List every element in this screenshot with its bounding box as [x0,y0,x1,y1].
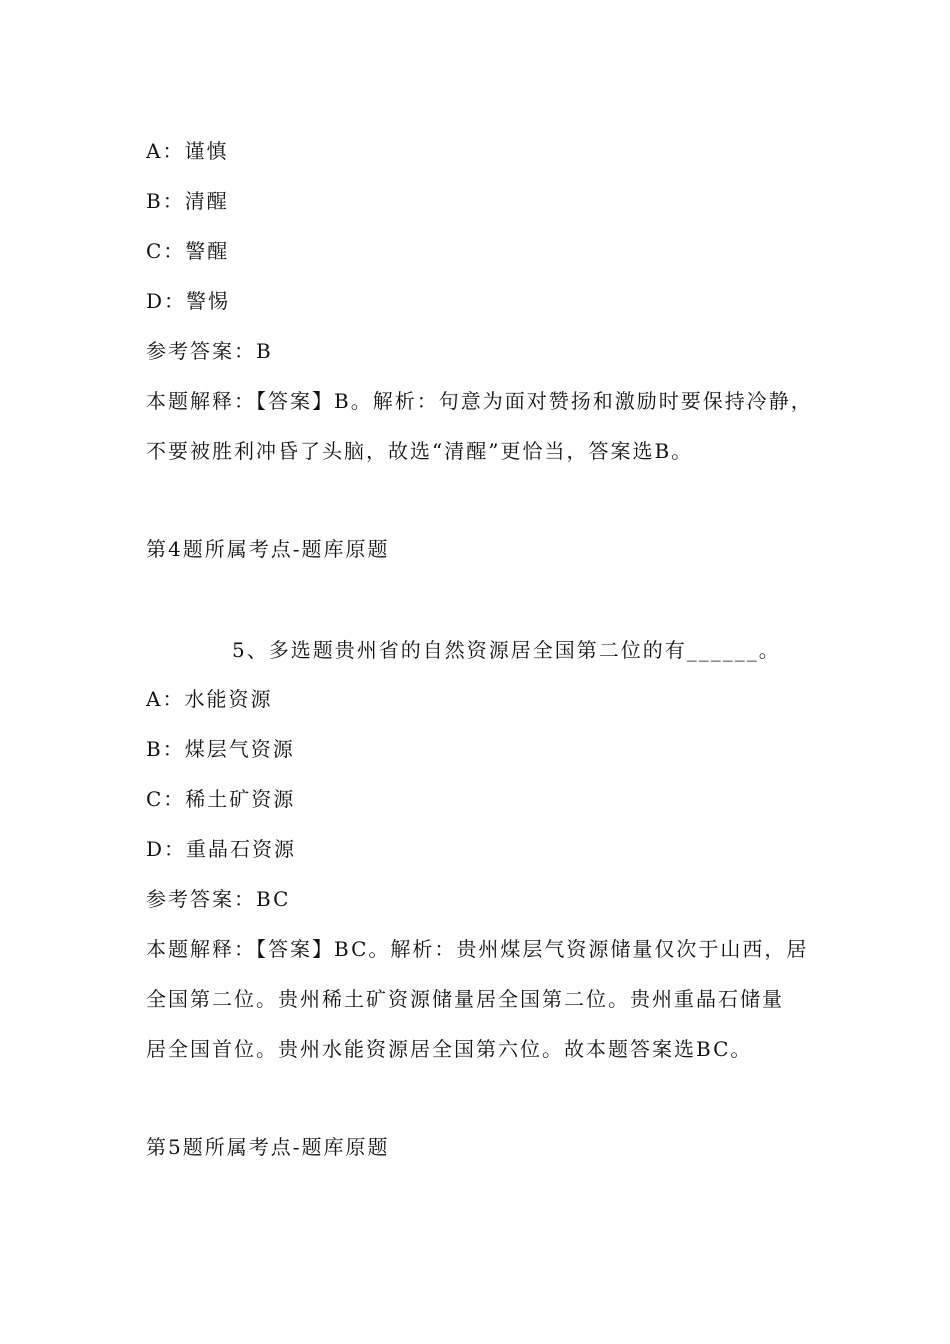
q5-option-d: D：重晶石资源 [146,837,297,861]
q4-option-d: D：警惕 [146,289,231,313]
q5-option-a: A：水能资源 [146,687,273,711]
q4-explanation-line-2: 不要被胜利冲昏了头脑，故选“清醒”更恰当，答案选B。 [146,439,694,463]
q4-source: 第4题所属考点-题库原题 [146,537,390,561]
q5-question: 5、多选题贵州省的自然资源居全国第二位的有______。 [232,638,781,662]
q5-option-b: B：煤层气资源 [146,737,295,761]
q4-explanation-line-1: 本题解释：【答案】B。解析：句意为面对赞扬和激励时要保持冷静， [146,389,813,413]
q5-explanation-line-1: 本题解释：【答案】BC。解析：贵州煤层气资源储量仅次于山西，居 [146,937,809,961]
q4-option-b: B：清醒 [146,189,229,213]
q4-answer: 参考答案：B [146,339,273,363]
q5-source: 第5题所属考点-题库原题 [146,1135,390,1159]
q4-option-a: A：谨慎 [146,139,229,163]
q5-option-c: C：稀土矿资源 [146,787,296,811]
q5-explanation-line-2: 全国第二位。贵州稀土矿资源储量居全国第二位。贵州重晶石储量 [146,987,784,1011]
q5-answer: 参考答案：BC [146,887,291,911]
q4-option-c: C：警醒 [146,239,230,263]
q5-explanation-line-3: 居全国首位。贵州水能资源居全国第六位。故本题答案选BC。 [146,1037,753,1061]
